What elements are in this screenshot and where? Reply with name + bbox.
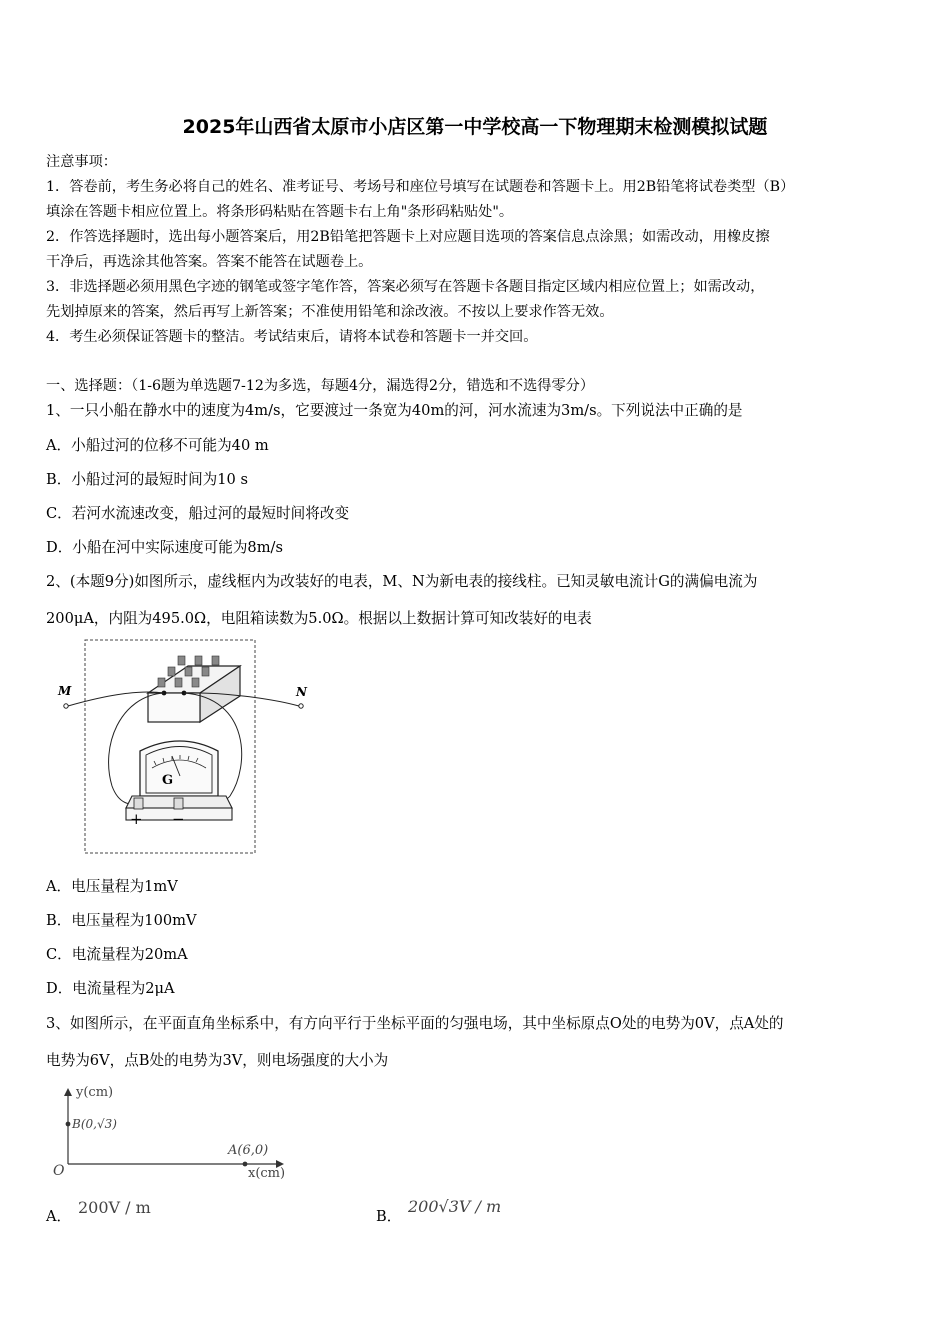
question-2-option-a: A．电压量程为1mV <box>46 878 178 895</box>
figure-label-origin: O <box>53 1163 65 1179</box>
question-3-stem-line2: 电势为6V，点B处的电势为3V，则电场强度的大小为 <box>46 1052 389 1069</box>
question-3-option-a-label: A． <box>46 1208 72 1225</box>
notice-line: 3．非选择题必须用黑色字迹的钢笔或签字笔作答，答案必须写在答题卡各题目指定区域内相应位置上；如需改动， <box>46 279 765 295</box>
question-1-option-a: A．小船过河的位移不可能为40 m <box>46 437 269 454</box>
figure-label-point-b: B(0,√3) <box>72 1117 117 1131</box>
notice-line: 1．答卷前，考生务必将自己的姓名、准考证号、考场号和座位号填写在试题卷和答题卡上。用2B铅笔将试卷类型（B） <box>46 179 795 195</box>
question-1-option-d: D．小船在河中实际速度可能为8m/s <box>46 539 283 556</box>
question-2-stem-line1: 2、(本题9分)如图所示，虚线框内为改装好的电表，M、N为新电表的接线柱。已知灵敏电流计G的满偏电流为 <box>46 573 758 590</box>
question-3-option-a-value: 200V / m <box>78 1198 151 1217</box>
figure-label-m: M <box>58 684 72 698</box>
notice-line: 4．考生必须保证答题卡的整洁。考试结束后，请将本试卷和答题卡一并交回。 <box>46 329 538 345</box>
figure-label-n: N <box>296 685 307 699</box>
coordinate-figure <box>48 1078 298 1182</box>
figure-label-x-axis: x(cm) <box>248 1166 286 1181</box>
notice-line: 填涂在答题卡相应位置上。将条形码粘贴在答题卡右上角"条形码粘贴处"。 <box>46 204 514 220</box>
notice-line: 2．作答选择题时，选出每小题答案后，用2B铅笔把答题卡上对应题目选项的答案信息点涂黑；如需改动，用橡皮擦 <box>46 229 770 245</box>
notice-line: 干净后，再选涂其他答案。答案不能答在试题卷上。 <box>46 254 373 270</box>
question-2-stem-line2: 200μA，内阻为495.0Ω，电阻箱读数为5.0Ω。根据以上数据计算可知改装好的电表 <box>46 610 592 627</box>
notice-line: 先划掉原来的答案，然后再写上新答案；不准使用铅笔和涂改液。不按以上要求作答无效。 <box>46 304 614 320</box>
question-2-option-d: D．电流量程为2μA <box>46 980 175 997</box>
question-1-option-c: C．若河水流速改变，船过河的最短时间将改变 <box>46 505 350 522</box>
notice-heading: 注意事项： <box>46 154 117 170</box>
figure-label-minus: − <box>172 810 185 828</box>
figure-label-point-a: A(6,0) <box>228 1143 269 1158</box>
figure-label-y-axis: y(cm) <box>76 1085 114 1100</box>
page-title: 2025年山西省太原市小店区第一中学校高一下物理期末检测模拟试题 <box>182 116 768 138</box>
ammeter-circuit-figure <box>50 636 320 858</box>
question-3-stem-line1: 3、如图所示，在平面直角坐标系中，有方向平行于坐标平面的匀强电场，其中坐标原点O处的电势为0V，点A处的 <box>46 1015 784 1032</box>
figure-label-g: G <box>162 773 174 788</box>
question-3-option-b-label: B． <box>376 1208 402 1225</box>
question-1-option-b: B．小船过河的最短时间为10 s <box>46 471 248 488</box>
question-2-option-b: B．电压量程为100mV <box>46 912 197 929</box>
figure-label-plus: + <box>130 810 143 828</box>
question-2-option-c: C．电流量程为20mA <box>46 946 188 963</box>
question-1-stem: 1、一只小船在静水中的速度为4m/s，它要渡过一条宽为40m的河，河水流速为3m/s。下列说法中正确的是 <box>46 402 743 419</box>
question-3-option-b-value: 200√3V / m <box>408 1197 502 1216</box>
section-heading: 一、选择题：（1-6题为单选题7-12为多选，每题4分，漏选得2分，错选和不选得零分） <box>46 378 595 394</box>
